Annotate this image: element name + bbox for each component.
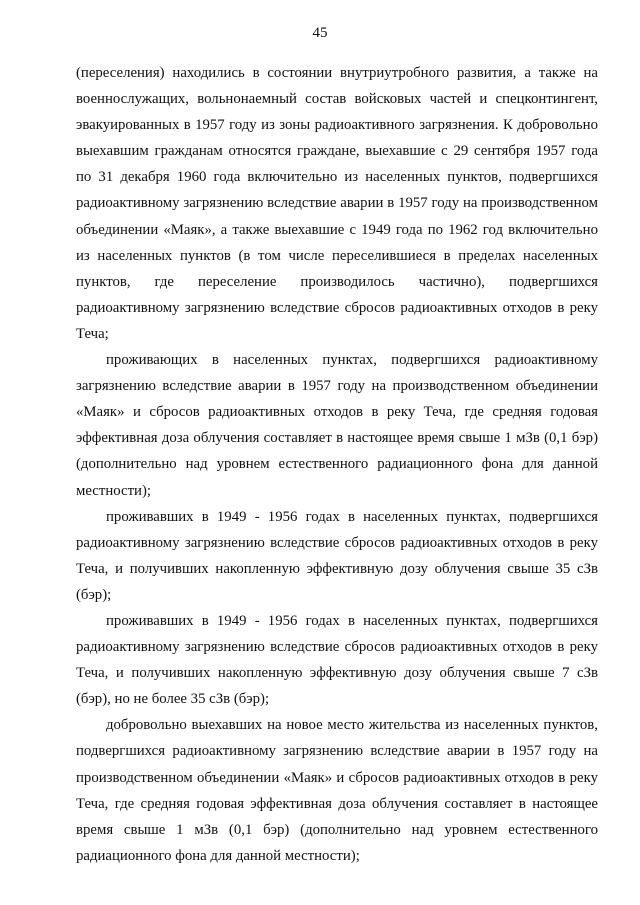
paragraph-residents-mayak-techa: проживающих в населенных пунктах, подвергшихся радиоактивному загрязнению вследствие аварии в 1957 году на производственном объединении «Маяк» и сбросов радиоактивных отходов в реку Теча, где средняя годовая эффективная доза облучения составляет в настоящее время свыше 1 мЗв (0,1 бэр) (дополнительно над уровнем естественного радиационного фона для данной местности); — [76, 352, 598, 499]
page-number: 45 — [312, 25, 328, 41]
paragraph-lived-1949-1956-over-35: проживавших в 1949 - 1956 годах в населенных пунктах, подвергшихся радиоактивному загрязнению вследствие сбросов радиоактивных отходов в реку Теча, и получивших накопленную эффективную дозу облучения свыше 35 сЗв (бэр); — [76, 508, 598, 603]
document-body — [76, 60, 598, 869]
paragraph-lived-1949-1956-7-to-35: проживавших в 1949 - 1956 годах в населенных пунктах, подвергшихся радиоактивному загрязнению вследствие сбросов радиоактивных отходов в реку Теча, и получивших накопленную эффективную дозу облучения свыше 7 сЗв (бэр), но не более 35 сЗв (бэр); — [76, 612, 598, 708]
paragraph-voluntarily-relocated: добровольно выехавших на новое место жительства из населенных пунктов, подвергшихся радиоактивному загрязнению вследствие аварии в 1957 году на производственном объединении «Маяк» и сбросов радиоактивных отходов в рeку Теча, где средняя годовая эффективная доза облучения составляет в настоящее время свыше 1 мЗв (0,1 бэр) (дополнительно над уровнем естественного радиационного фона для данной местности); — [76, 717, 598, 864]
paragraph-continuation: (переселения) находились в состоянии внутриутробного развития, а также на военнослужащих, вольнонаемный состав войсковых частей и спецконтингент, эвакуированных в 1957 году из зоны радиоактивного загрязнения. К добровольно выехавшим гражданам относятся граждане, выехавшие с 29 сентября 1957 года по 31 декабря 1960 года включительно из населенных пунктов, подвергшихся радиоактивному загрязнению вследствие аварии в 1957 году на производственном объединении «Маяк», а также выехавшие с 1949 года по 1962 год включительно из населенных пунктов (в том числе переселившиеся в пределах населенных пунктов, где переселение производилось частично), подвергшихся радиоактивному загрязнению вследствие сбросов радиоактивных отходов в реку Теча; — [76, 65, 598, 342]
